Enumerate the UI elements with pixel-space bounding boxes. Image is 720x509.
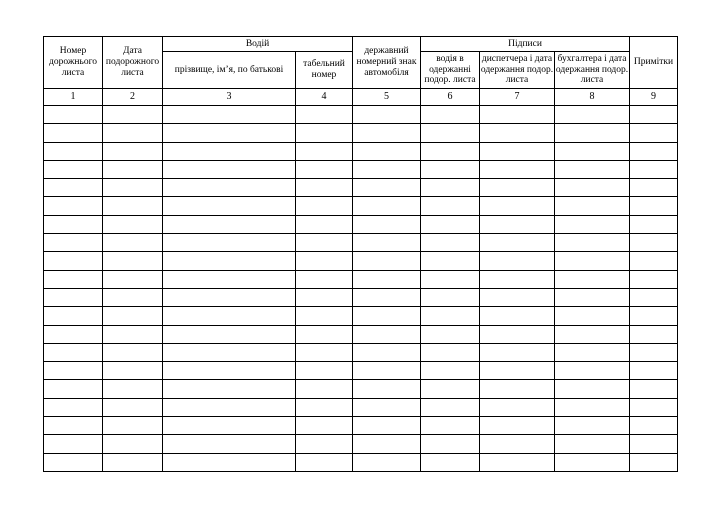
table-cell xyxy=(421,160,480,178)
table-cell xyxy=(353,288,421,306)
table-cell xyxy=(44,325,103,343)
table-cell xyxy=(421,398,480,416)
table-cell xyxy=(630,453,678,471)
table-cell xyxy=(296,435,353,453)
header-driver-tab-number: табельний номер xyxy=(296,52,353,89)
table-cell xyxy=(163,270,296,288)
table-cell xyxy=(555,417,630,435)
table-cell xyxy=(555,106,630,124)
waybill-journal-table xyxy=(43,36,678,472)
table-cell xyxy=(630,307,678,325)
table-cell xyxy=(296,124,353,142)
table-cell xyxy=(103,142,163,160)
table-cell xyxy=(421,343,480,361)
table-cell xyxy=(630,234,678,252)
column-number: 2 xyxy=(103,89,163,106)
table-cell xyxy=(103,106,163,124)
table-cell xyxy=(163,179,296,197)
table-cell xyxy=(103,307,163,325)
table-cell xyxy=(480,325,555,343)
table-cell xyxy=(353,435,421,453)
table-cell xyxy=(421,106,480,124)
table-cell xyxy=(480,398,555,416)
table-row xyxy=(44,435,678,453)
table-cell xyxy=(555,215,630,233)
header-plate-number: державний номерний знак автомобіля xyxy=(353,37,421,89)
table-cell xyxy=(353,142,421,160)
table-cell xyxy=(421,453,480,471)
column-number: 7 xyxy=(480,89,555,106)
table-cell xyxy=(421,124,480,142)
table-cell xyxy=(630,160,678,178)
table-cell xyxy=(44,142,103,160)
table-cell xyxy=(296,398,353,416)
table-cell xyxy=(421,179,480,197)
header-signatures: Підписи xyxy=(421,37,630,52)
table-cell xyxy=(103,197,163,215)
table-row xyxy=(44,307,678,325)
table-cell xyxy=(555,270,630,288)
table-cell xyxy=(421,142,480,160)
table-cell xyxy=(296,288,353,306)
table-row xyxy=(44,124,678,142)
table-cell xyxy=(480,106,555,124)
column-number: 8 xyxy=(555,89,630,106)
table-cell xyxy=(630,179,678,197)
column-number: 1 xyxy=(44,89,103,106)
table-cell xyxy=(163,106,296,124)
table-cell xyxy=(163,435,296,453)
column-number-row xyxy=(44,89,678,106)
table-cell xyxy=(296,270,353,288)
header-driver: Водій xyxy=(163,37,353,52)
table-cell xyxy=(353,234,421,252)
table-cell xyxy=(421,307,480,325)
table-cell xyxy=(555,380,630,398)
table-cell xyxy=(44,215,103,233)
header-signature-driver: водія в одержанні подор. листа xyxy=(421,52,480,89)
table-cell xyxy=(353,325,421,343)
table-cell xyxy=(555,142,630,160)
table-cell xyxy=(163,252,296,270)
table-cell xyxy=(103,160,163,178)
table-cell xyxy=(296,362,353,380)
table-cell xyxy=(421,288,480,306)
table-cell xyxy=(630,435,678,453)
table-row xyxy=(44,234,678,252)
table-row xyxy=(44,453,678,471)
table-cell xyxy=(44,288,103,306)
table-cell xyxy=(353,417,421,435)
table-cell xyxy=(353,179,421,197)
table-cell xyxy=(555,179,630,197)
table-cell xyxy=(421,252,480,270)
header-waybill-number: Номер дорожнього листа xyxy=(44,37,103,89)
table-cell xyxy=(555,307,630,325)
table-cell xyxy=(480,307,555,325)
table-cell xyxy=(296,325,353,343)
table-cell xyxy=(44,160,103,178)
table-cell xyxy=(555,398,630,416)
table-cell xyxy=(296,453,353,471)
table-cell xyxy=(421,380,480,398)
table-cell xyxy=(630,215,678,233)
table-cell xyxy=(296,252,353,270)
table-cell xyxy=(163,343,296,361)
table-cell xyxy=(296,215,353,233)
table-row xyxy=(44,160,678,178)
table-cell xyxy=(555,252,630,270)
table-cell xyxy=(630,343,678,361)
table-cell xyxy=(163,288,296,306)
table-cell xyxy=(44,398,103,416)
table-cell xyxy=(421,234,480,252)
table-cell xyxy=(421,435,480,453)
table-cell xyxy=(44,252,103,270)
table-cell xyxy=(44,343,103,361)
table-row xyxy=(44,270,678,288)
header-notes: Примітки xyxy=(630,37,678,89)
table-cell xyxy=(103,362,163,380)
table-cell xyxy=(555,453,630,471)
table-cell xyxy=(103,288,163,306)
table-cell xyxy=(163,160,296,178)
table-cell xyxy=(353,270,421,288)
table-cell xyxy=(421,270,480,288)
table-cell xyxy=(480,380,555,398)
table-cell xyxy=(480,234,555,252)
table-cell xyxy=(555,288,630,306)
table-cell xyxy=(103,453,163,471)
table-cell xyxy=(353,160,421,178)
table-cell xyxy=(296,343,353,361)
table-row xyxy=(44,288,678,306)
table-cell xyxy=(163,234,296,252)
table-body xyxy=(44,106,678,472)
table-row xyxy=(44,179,678,197)
table-cell xyxy=(103,398,163,416)
table-cell xyxy=(353,453,421,471)
table-cell xyxy=(480,435,555,453)
table-cell xyxy=(480,160,555,178)
table-cell xyxy=(163,307,296,325)
table-row xyxy=(44,380,678,398)
table-cell xyxy=(296,234,353,252)
table-cell xyxy=(421,362,480,380)
table-cell xyxy=(630,270,678,288)
header-driver-name: прізвище, ім’я, по батькові xyxy=(163,52,296,89)
table-cell xyxy=(163,215,296,233)
table-cell xyxy=(44,106,103,124)
table-cell xyxy=(103,343,163,361)
table-cell xyxy=(421,325,480,343)
table-row xyxy=(44,417,678,435)
table-row xyxy=(44,343,678,361)
table-cell xyxy=(163,362,296,380)
table-cell xyxy=(630,398,678,416)
table-cell xyxy=(630,325,678,343)
table-cell xyxy=(44,417,103,435)
table-cell xyxy=(630,380,678,398)
table-cell xyxy=(296,197,353,215)
table-cell xyxy=(163,398,296,416)
table-cell xyxy=(44,270,103,288)
table-cell xyxy=(103,417,163,435)
table-cell xyxy=(103,179,163,197)
column-number: 3 xyxy=(163,89,296,106)
table-cell xyxy=(480,362,555,380)
table-cell xyxy=(353,215,421,233)
table-cell xyxy=(480,142,555,160)
table-cell xyxy=(103,234,163,252)
column-number: 6 xyxy=(421,89,480,106)
table-cell xyxy=(44,197,103,215)
table-cell xyxy=(103,252,163,270)
table-cell xyxy=(555,343,630,361)
table-cell xyxy=(555,234,630,252)
table-cell xyxy=(555,362,630,380)
table-cell xyxy=(421,197,480,215)
table-cell xyxy=(296,307,353,325)
table-cell xyxy=(480,270,555,288)
table-cell xyxy=(103,435,163,453)
table-cell xyxy=(480,343,555,361)
table-cell xyxy=(480,124,555,142)
table-cell xyxy=(163,325,296,343)
table-cell xyxy=(480,453,555,471)
table-row xyxy=(44,325,678,343)
table-cell xyxy=(480,197,555,215)
table-cell xyxy=(480,252,555,270)
header-waybill-date: Дата подорожного листа xyxy=(103,37,163,89)
table-cell xyxy=(163,380,296,398)
table-cell xyxy=(103,124,163,142)
table-cell xyxy=(630,252,678,270)
header-signature-dispatcher: диспетчера і дата одержання подор. листа xyxy=(480,52,555,89)
table-row xyxy=(44,106,678,124)
table-cell xyxy=(555,325,630,343)
table-cell xyxy=(163,417,296,435)
table-cell xyxy=(353,106,421,124)
table-cell xyxy=(296,160,353,178)
table-cell xyxy=(555,197,630,215)
table-cell xyxy=(103,380,163,398)
table-cell xyxy=(44,380,103,398)
table-cell xyxy=(353,362,421,380)
table-cell xyxy=(103,215,163,233)
table-cell xyxy=(44,179,103,197)
column-number: 5 xyxy=(353,89,421,106)
table-cell xyxy=(44,307,103,325)
table-row xyxy=(44,142,678,160)
table-cell xyxy=(163,197,296,215)
table-cell xyxy=(555,124,630,142)
column-number: 9 xyxy=(630,89,678,106)
table-cell xyxy=(296,142,353,160)
table-cell xyxy=(353,197,421,215)
table-cell xyxy=(44,362,103,380)
table-row xyxy=(44,398,678,416)
table-cell xyxy=(44,453,103,471)
table-cell xyxy=(44,124,103,142)
table-cell xyxy=(353,307,421,325)
table-row xyxy=(44,362,678,380)
table-cell xyxy=(480,215,555,233)
table-cell xyxy=(353,380,421,398)
table-cell xyxy=(630,142,678,160)
table-cell xyxy=(630,197,678,215)
table-cell xyxy=(421,215,480,233)
table-cell xyxy=(163,124,296,142)
table-cell xyxy=(296,106,353,124)
table-cell xyxy=(44,435,103,453)
table-cell xyxy=(630,106,678,124)
table-cell xyxy=(353,252,421,270)
table-row xyxy=(44,197,678,215)
table-cell xyxy=(296,380,353,398)
table-row xyxy=(44,252,678,270)
table-cell xyxy=(555,160,630,178)
table-cell xyxy=(296,179,353,197)
table-cell xyxy=(480,288,555,306)
table-cell xyxy=(630,362,678,380)
table-cell xyxy=(555,435,630,453)
table-cell xyxy=(353,398,421,416)
table-cell xyxy=(353,124,421,142)
table-cell xyxy=(630,288,678,306)
table-cell xyxy=(353,343,421,361)
table-cell xyxy=(44,234,103,252)
column-number: 4 xyxy=(296,89,353,106)
table-cell xyxy=(630,124,678,142)
table-cell xyxy=(163,142,296,160)
table-cell xyxy=(480,179,555,197)
table-cell xyxy=(103,325,163,343)
table-cell xyxy=(630,417,678,435)
table-cell xyxy=(163,453,296,471)
table-cell xyxy=(480,417,555,435)
table-cell xyxy=(296,417,353,435)
header-signature-accountant: бухгалтера і дата одержання подор. листа xyxy=(555,52,630,89)
table-cell xyxy=(103,270,163,288)
table-row xyxy=(44,215,678,233)
table-cell xyxy=(421,417,480,435)
